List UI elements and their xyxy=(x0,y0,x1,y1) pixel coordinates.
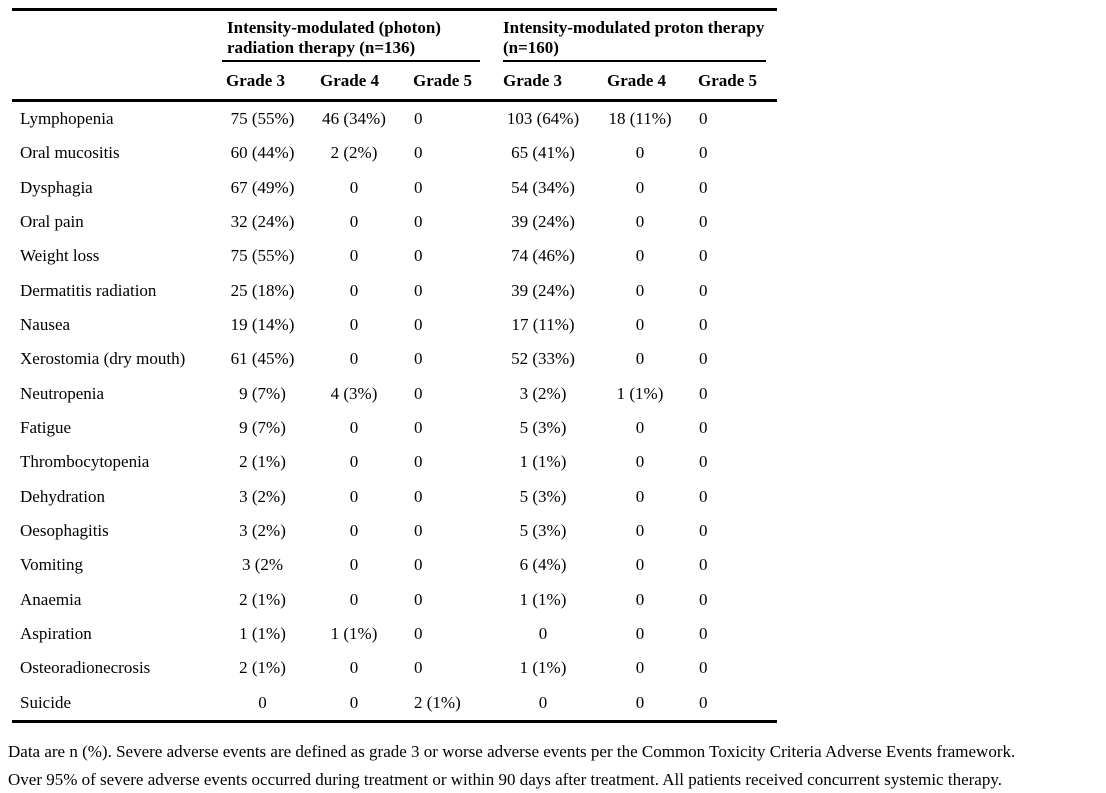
data-cell: 0 xyxy=(493,624,593,644)
data-cell: 0 xyxy=(398,521,493,541)
table-row xyxy=(12,686,777,720)
data-cell: 25 (18%) xyxy=(215,281,310,301)
data-cell: 0 xyxy=(398,212,493,232)
row-label: Xerostomia (dry mouth) xyxy=(12,349,215,369)
table-row xyxy=(12,548,777,582)
data-cell: 0 xyxy=(310,590,398,610)
data-cell: 54 (34%) xyxy=(493,178,593,198)
data-cell: 0 xyxy=(398,178,493,198)
photon-grade-5-header: Grade 5 xyxy=(398,62,493,99)
data-cell: 0 xyxy=(593,281,687,301)
data-cell: 4 (3%) xyxy=(310,384,398,404)
data-cell: 3 (2%) xyxy=(493,384,593,404)
data-cell: 65 (41%) xyxy=(493,143,593,163)
proton-group-label: Intensity-modulated proton therapy (n=160) xyxy=(503,18,764,57)
data-cell: 0 xyxy=(687,452,777,472)
table-row xyxy=(12,274,777,308)
data-cell: 1 (1%) xyxy=(593,384,687,404)
table-row xyxy=(12,583,777,617)
table-row xyxy=(12,239,777,273)
data-cell: 0 xyxy=(398,452,493,472)
row-label: Aspiration xyxy=(12,624,215,644)
data-cell: 0 xyxy=(398,418,493,438)
table-row xyxy=(12,445,777,479)
row-label: Oral mucositis xyxy=(12,143,215,163)
data-cell: 0 xyxy=(310,349,398,369)
photon-group-underline xyxy=(222,60,480,62)
proton-grade-4-header: Grade 4 xyxy=(593,62,687,99)
data-cell: 0 xyxy=(310,212,398,232)
data-cell: 46 (34%) xyxy=(310,109,398,129)
proton-grade-3-header: Grade 3 xyxy=(493,62,593,99)
data-cell: 0 xyxy=(593,418,687,438)
data-cell: 3 (2%) xyxy=(215,487,310,507)
data-cell: 0 xyxy=(687,521,777,541)
grade-header-row xyxy=(12,62,777,102)
data-cell: 0 xyxy=(687,658,777,678)
data-cell: 0 xyxy=(493,693,593,713)
data-cell: 0 xyxy=(215,693,310,713)
data-cell: 67 (49%) xyxy=(215,178,310,198)
data-cell: 0 xyxy=(593,349,687,369)
data-cell: 0 xyxy=(398,315,493,335)
data-cell: 2 (1%) xyxy=(398,693,493,713)
data-cell: 2 (2%) xyxy=(310,143,398,163)
proton-group-header xyxy=(493,11,777,62)
data-cell: 0 xyxy=(687,315,777,335)
data-cell: 9 (7%) xyxy=(215,418,310,438)
data-cell: 103 (64%) xyxy=(493,109,593,129)
table-row xyxy=(12,411,777,445)
row-label: Vomiting xyxy=(12,555,215,575)
footnote-line-2: Over 95% of severe adverse events occurred during treatment or within 90 days after treatment. All patients received concurrent systemic therapy. xyxy=(8,766,1106,793)
data-cell: 1 (1%) xyxy=(215,624,310,644)
data-cell: 0 xyxy=(593,487,687,507)
data-cell: 0 xyxy=(310,487,398,507)
data-cell: 0 xyxy=(593,143,687,163)
data-cell: 0 xyxy=(687,624,777,644)
table-footnote xyxy=(8,738,1106,793)
proton-group-underline xyxy=(503,60,766,62)
data-cell: 0 xyxy=(593,212,687,232)
row-label: Oral pain xyxy=(12,212,215,232)
row-label: Neutropenia xyxy=(12,384,215,404)
data-cell: 2 (1%) xyxy=(215,658,310,678)
grade-header-spacer xyxy=(12,62,215,99)
data-cell: 0 xyxy=(687,178,777,198)
data-cell: 32 (24%) xyxy=(215,212,310,232)
row-label: Thrombocytopenia xyxy=(12,452,215,472)
table-row xyxy=(12,617,777,651)
data-cell: 2 (1%) xyxy=(215,452,310,472)
data-cell: 0 xyxy=(310,521,398,541)
data-cell: 0 xyxy=(310,658,398,678)
proton-grade-5-header: Grade 5 xyxy=(687,62,777,99)
data-cell: 0 xyxy=(687,555,777,575)
row-label: Fatigue xyxy=(12,418,215,438)
data-cell: 17 (11%) xyxy=(493,315,593,335)
photon-grade-3-header: Grade 3 xyxy=(215,62,310,99)
data-cell: 0 xyxy=(593,555,687,575)
data-cell: 0 xyxy=(687,246,777,266)
data-cell: 1 (1%) xyxy=(493,452,593,472)
table-row xyxy=(12,342,777,376)
data-cell: 0 xyxy=(310,178,398,198)
data-cell: 0 xyxy=(398,281,493,301)
data-cell: 18 (11%) xyxy=(593,109,687,129)
data-cell: 0 xyxy=(310,555,398,575)
table-row xyxy=(12,514,777,548)
data-cell: 0 xyxy=(310,246,398,266)
data-cell: 0 xyxy=(310,315,398,335)
data-cell: 6 (4%) xyxy=(493,555,593,575)
data-cell: 0 xyxy=(593,693,687,713)
data-cell: 0 xyxy=(310,418,398,438)
table-row xyxy=(12,102,777,136)
data-cell: 0 xyxy=(687,487,777,507)
data-cell: 9 (7%) xyxy=(215,384,310,404)
group-header-row xyxy=(12,11,777,62)
data-cell: 0 xyxy=(398,487,493,507)
adverse-events-table xyxy=(12,8,777,723)
data-cell: 0 xyxy=(687,143,777,163)
data-cell: 0 xyxy=(687,590,777,610)
data-cell: 0 xyxy=(398,143,493,163)
row-label: Suicide xyxy=(12,693,215,713)
data-cell: 0 xyxy=(398,590,493,610)
data-cell: 1 (1%) xyxy=(493,658,593,678)
data-cell: 5 (3%) xyxy=(493,521,593,541)
table-row xyxy=(12,205,777,239)
data-cell: 2 (1%) xyxy=(215,590,310,610)
data-cell: 1 (1%) xyxy=(310,624,398,644)
data-cell: 0 xyxy=(310,281,398,301)
data-cell: 0 xyxy=(593,624,687,644)
data-cell: 75 (55%) xyxy=(215,246,310,266)
data-cell: 61 (45%) xyxy=(215,349,310,369)
data-cell: 0 xyxy=(593,521,687,541)
data-cell: 3 (2%) xyxy=(215,521,310,541)
data-cell: 0 xyxy=(593,590,687,610)
table-row xyxy=(12,651,777,685)
row-label: Anaemia xyxy=(12,590,215,610)
data-cell: 0 xyxy=(398,246,493,266)
data-cell: 0 xyxy=(398,555,493,575)
data-cell: 0 xyxy=(310,693,398,713)
row-label: Oesophagitis xyxy=(12,521,215,541)
data-cell: 75 (55%) xyxy=(215,109,310,129)
row-label: Dermatitis radiation xyxy=(12,281,215,301)
data-cell: 0 xyxy=(593,246,687,266)
photon-group-header xyxy=(215,11,493,62)
data-cell: 0 xyxy=(687,384,777,404)
data-cell: 0 xyxy=(398,624,493,644)
table-row xyxy=(12,308,777,342)
data-cell: 0 xyxy=(687,212,777,232)
group-header-spacer xyxy=(12,11,215,62)
data-cell: 5 (3%) xyxy=(493,418,593,438)
footnote-line-1: Data are n (%). Severe adverse events are defined as grade 3 or worse adverse events per the Common Toxicity Criteria Adverse Events framework. xyxy=(8,738,1106,766)
data-cell: 74 (46%) xyxy=(493,246,593,266)
data-cell: 0 xyxy=(398,658,493,678)
data-cell: 0 xyxy=(593,315,687,335)
row-label: Osteoradionecrosis xyxy=(12,658,215,678)
row-label: Weight loss xyxy=(12,246,215,266)
data-cell: 39 (24%) xyxy=(493,281,593,301)
data-cell: 1 (1%) xyxy=(493,590,593,610)
data-cell: 0 xyxy=(398,109,493,129)
data-cell: 0 xyxy=(687,281,777,301)
data-cell: 0 xyxy=(687,693,777,713)
table-body xyxy=(12,102,777,723)
table-row xyxy=(12,480,777,514)
data-cell: 0 xyxy=(593,178,687,198)
row-label: Dehydration xyxy=(12,487,215,507)
data-cell: 0 xyxy=(398,384,493,404)
data-cell: 0 xyxy=(593,658,687,678)
photon-group-label: Intensity-modulated (photon) radiation therapy (n=136) xyxy=(227,18,441,57)
data-cell: 52 (33%) xyxy=(493,349,593,369)
data-cell: 0 xyxy=(398,349,493,369)
row-label: Nausea xyxy=(12,315,215,335)
table-row xyxy=(12,171,777,205)
data-cell: 3 (2% xyxy=(215,555,310,575)
row-label: Dysphagia xyxy=(12,178,215,198)
table-row xyxy=(12,136,777,170)
data-cell: 39 (24%) xyxy=(493,212,593,232)
data-cell: 0 xyxy=(593,452,687,472)
photon-grade-4-header: Grade 4 xyxy=(310,62,398,99)
data-cell: 0 xyxy=(687,349,777,369)
data-cell: 0 xyxy=(687,418,777,438)
data-cell: 60 (44%) xyxy=(215,143,310,163)
data-cell: 5 (3%) xyxy=(493,487,593,507)
row-label: Lymphopenia xyxy=(12,109,215,129)
data-cell: 19 (14%) xyxy=(215,315,310,335)
data-cell: 0 xyxy=(687,109,777,129)
table-row xyxy=(12,377,777,411)
data-cell: 0 xyxy=(310,452,398,472)
